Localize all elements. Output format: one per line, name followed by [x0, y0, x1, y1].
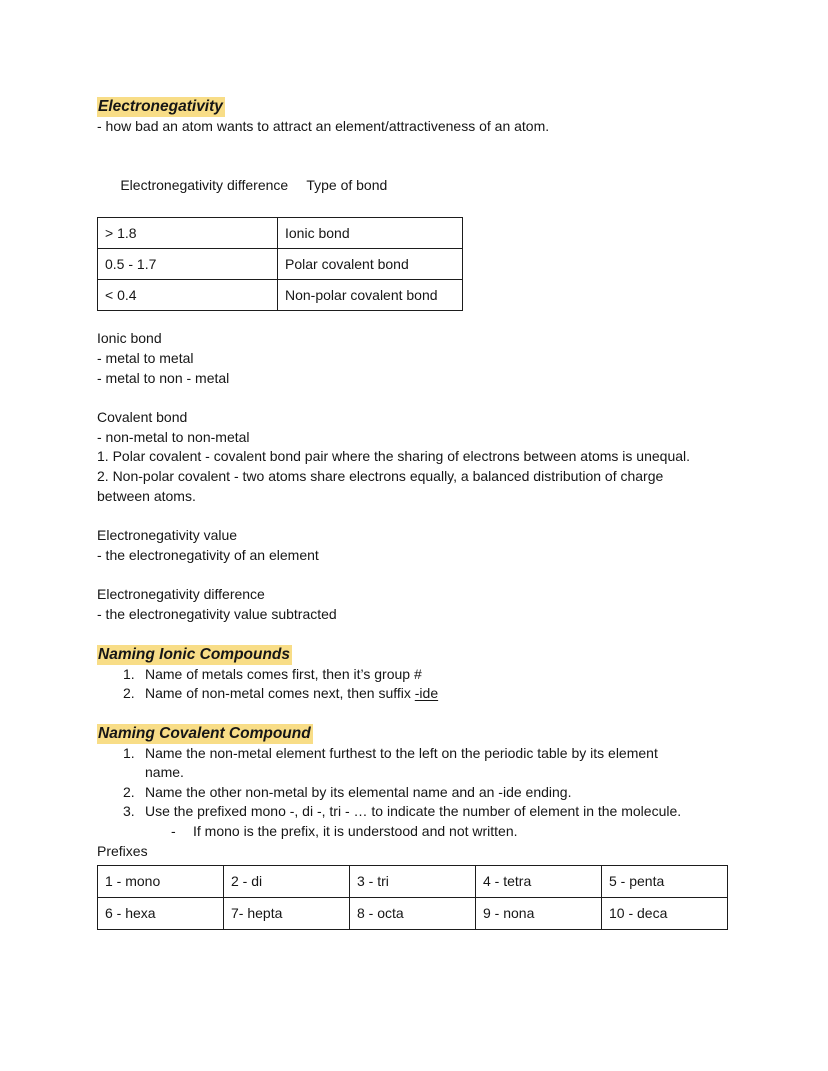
- bond-table-cell-diff: < 0.4: [98, 280, 278, 311]
- prefix-cell: 7- hepta: [224, 898, 350, 930]
- en-value-title: Electronegativity value: [97, 527, 238, 544]
- sub-bullet-dash: -: [171, 823, 176, 840]
- list-item-body: [145, 744, 731, 783]
- covalent-bond-line: between atoms.: [97, 487, 196, 504]
- ionic-bond-title: Ionic bond: [97, 330, 162, 347]
- en-value-line: - the electronegativity of an element: [97, 546, 319, 563]
- sub-bullet-text: If mono is the prefix, it is understood and not written.: [193, 823, 518, 840]
- ionic-bond-line: - metal to non - metal: [97, 369, 230, 386]
- prefix-cell: 9 - nona: [476, 898, 602, 930]
- list-number: 3.: [123, 803, 135, 820]
- list-item-text-prefix: Name of non-metal comes next, then suffix: [145, 685, 415, 702]
- covalent-bond-title: Covalent bond: [97, 409, 188, 426]
- covalent-bond-line: - non-metal to non-metal: [97, 428, 250, 445]
- list-item-text: Use the prefixed mono -, di -, tri - … to indicate the number of element in the molecule.: [145, 803, 682, 820]
- naming-covalent-heading-line: [97, 724, 731, 744]
- en-difference-line: - the electronegativity value subtracted: [97, 605, 337, 622]
- bond-table-row: [98, 249, 463, 280]
- bond-table-cell-diff: 0.5 - 1.7: [98, 249, 278, 280]
- prefix-cell: 5 - penta: [602, 866, 728, 898]
- prefixes-table-row: [98, 898, 728, 930]
- naming-ionic-item: [97, 665, 731, 685]
- ionic-bond-line: - metal to metal: [97, 349, 194, 366]
- list-item-text: Name the other non-metal by its elemental name and an -ide ending.: [145, 783, 572, 800]
- list-item-line: Name the non-metal element furthest to the left on the periodic table by its element: [145, 744, 658, 761]
- covalent-bond-line: 1. Polar covalent - covalent bond pair where the sharing of electrons between atoms is unequal.: [97, 448, 691, 465]
- list-number: 1.: [123, 665, 135, 682]
- naming-ionic-item: [97, 684, 731, 704]
- prefix-cell: 6 - hexa: [98, 898, 224, 930]
- list-item-line: name.: [145, 764, 184, 781]
- bond-table-row: [98, 280, 463, 311]
- naming-ionic-heading-line: [97, 645, 731, 665]
- bond-table-cell-type: Polar covalent bond: [278, 249, 463, 280]
- prefixes-label: Prefixes: [97, 842, 148, 859]
- bond-table-cell-type: Ionic bond: [278, 218, 463, 249]
- naming-covalent-sub-bullet: [97, 822, 731, 842]
- prefix-cell: 3 - tri: [350, 866, 476, 898]
- en-difference-title: Electronegativity difference: [97, 586, 265, 603]
- prefixes-table: [97, 865, 728, 930]
- bond-table-cell-diff: > 1.8: [98, 218, 278, 249]
- section-heading-naming-covalent: Naming Covalent Compound: [98, 724, 311, 742]
- covalent-bond-line: 2. Non-polar covalent - two atoms share electrons equally, a balanced distribution of charge: [97, 467, 664, 484]
- prefix-cell: 1 - mono: [98, 866, 224, 898]
- list-item-text: Name of metals comes first, then it’s group #: [145, 665, 422, 682]
- naming-covalent-item: [97, 744, 731, 783]
- list-number: 2.: [123, 685, 135, 702]
- suffix-ide-underlined: -ide: [414, 685, 439, 702]
- list-item-text: [145, 685, 438, 701]
- section-heading-naming-ionic: Naming Ionic Compounds: [98, 645, 291, 663]
- naming-covalent-item: [97, 802, 731, 822]
- electronegativity-definition: - how bad an atom wants to attract an element/attractiveness of an atom.: [97, 118, 550, 134]
- bond-table-col1-header: Electronegativity difference: [120, 177, 289, 194]
- list-number: 2.: [123, 783, 135, 800]
- bond-table-col2-header: Type of bond: [306, 177, 388, 194]
- bond-table: [97, 217, 463, 311]
- bond-table-caption: [97, 157, 731, 216]
- document-content: [97, 97, 731, 930]
- list-number: 1.: [123, 744, 135, 761]
- prefix-cell: 2 - di: [224, 866, 350, 898]
- prefix-cell: 4 - tetra: [476, 866, 602, 898]
- bond-table-cell-type: Non-polar covalent bond: [278, 280, 463, 311]
- naming-covalent-item: [97, 783, 731, 803]
- prefix-cell: 10 - deca: [602, 898, 728, 930]
- electronegativity-heading-line: [97, 97, 731, 117]
- prefix-cell: 8 - octa: [350, 898, 476, 930]
- bond-table-row: [98, 218, 463, 249]
- section-heading-electronegativity: Electronegativity: [98, 98, 223, 115]
- prefixes-table-row: [98, 866, 728, 898]
